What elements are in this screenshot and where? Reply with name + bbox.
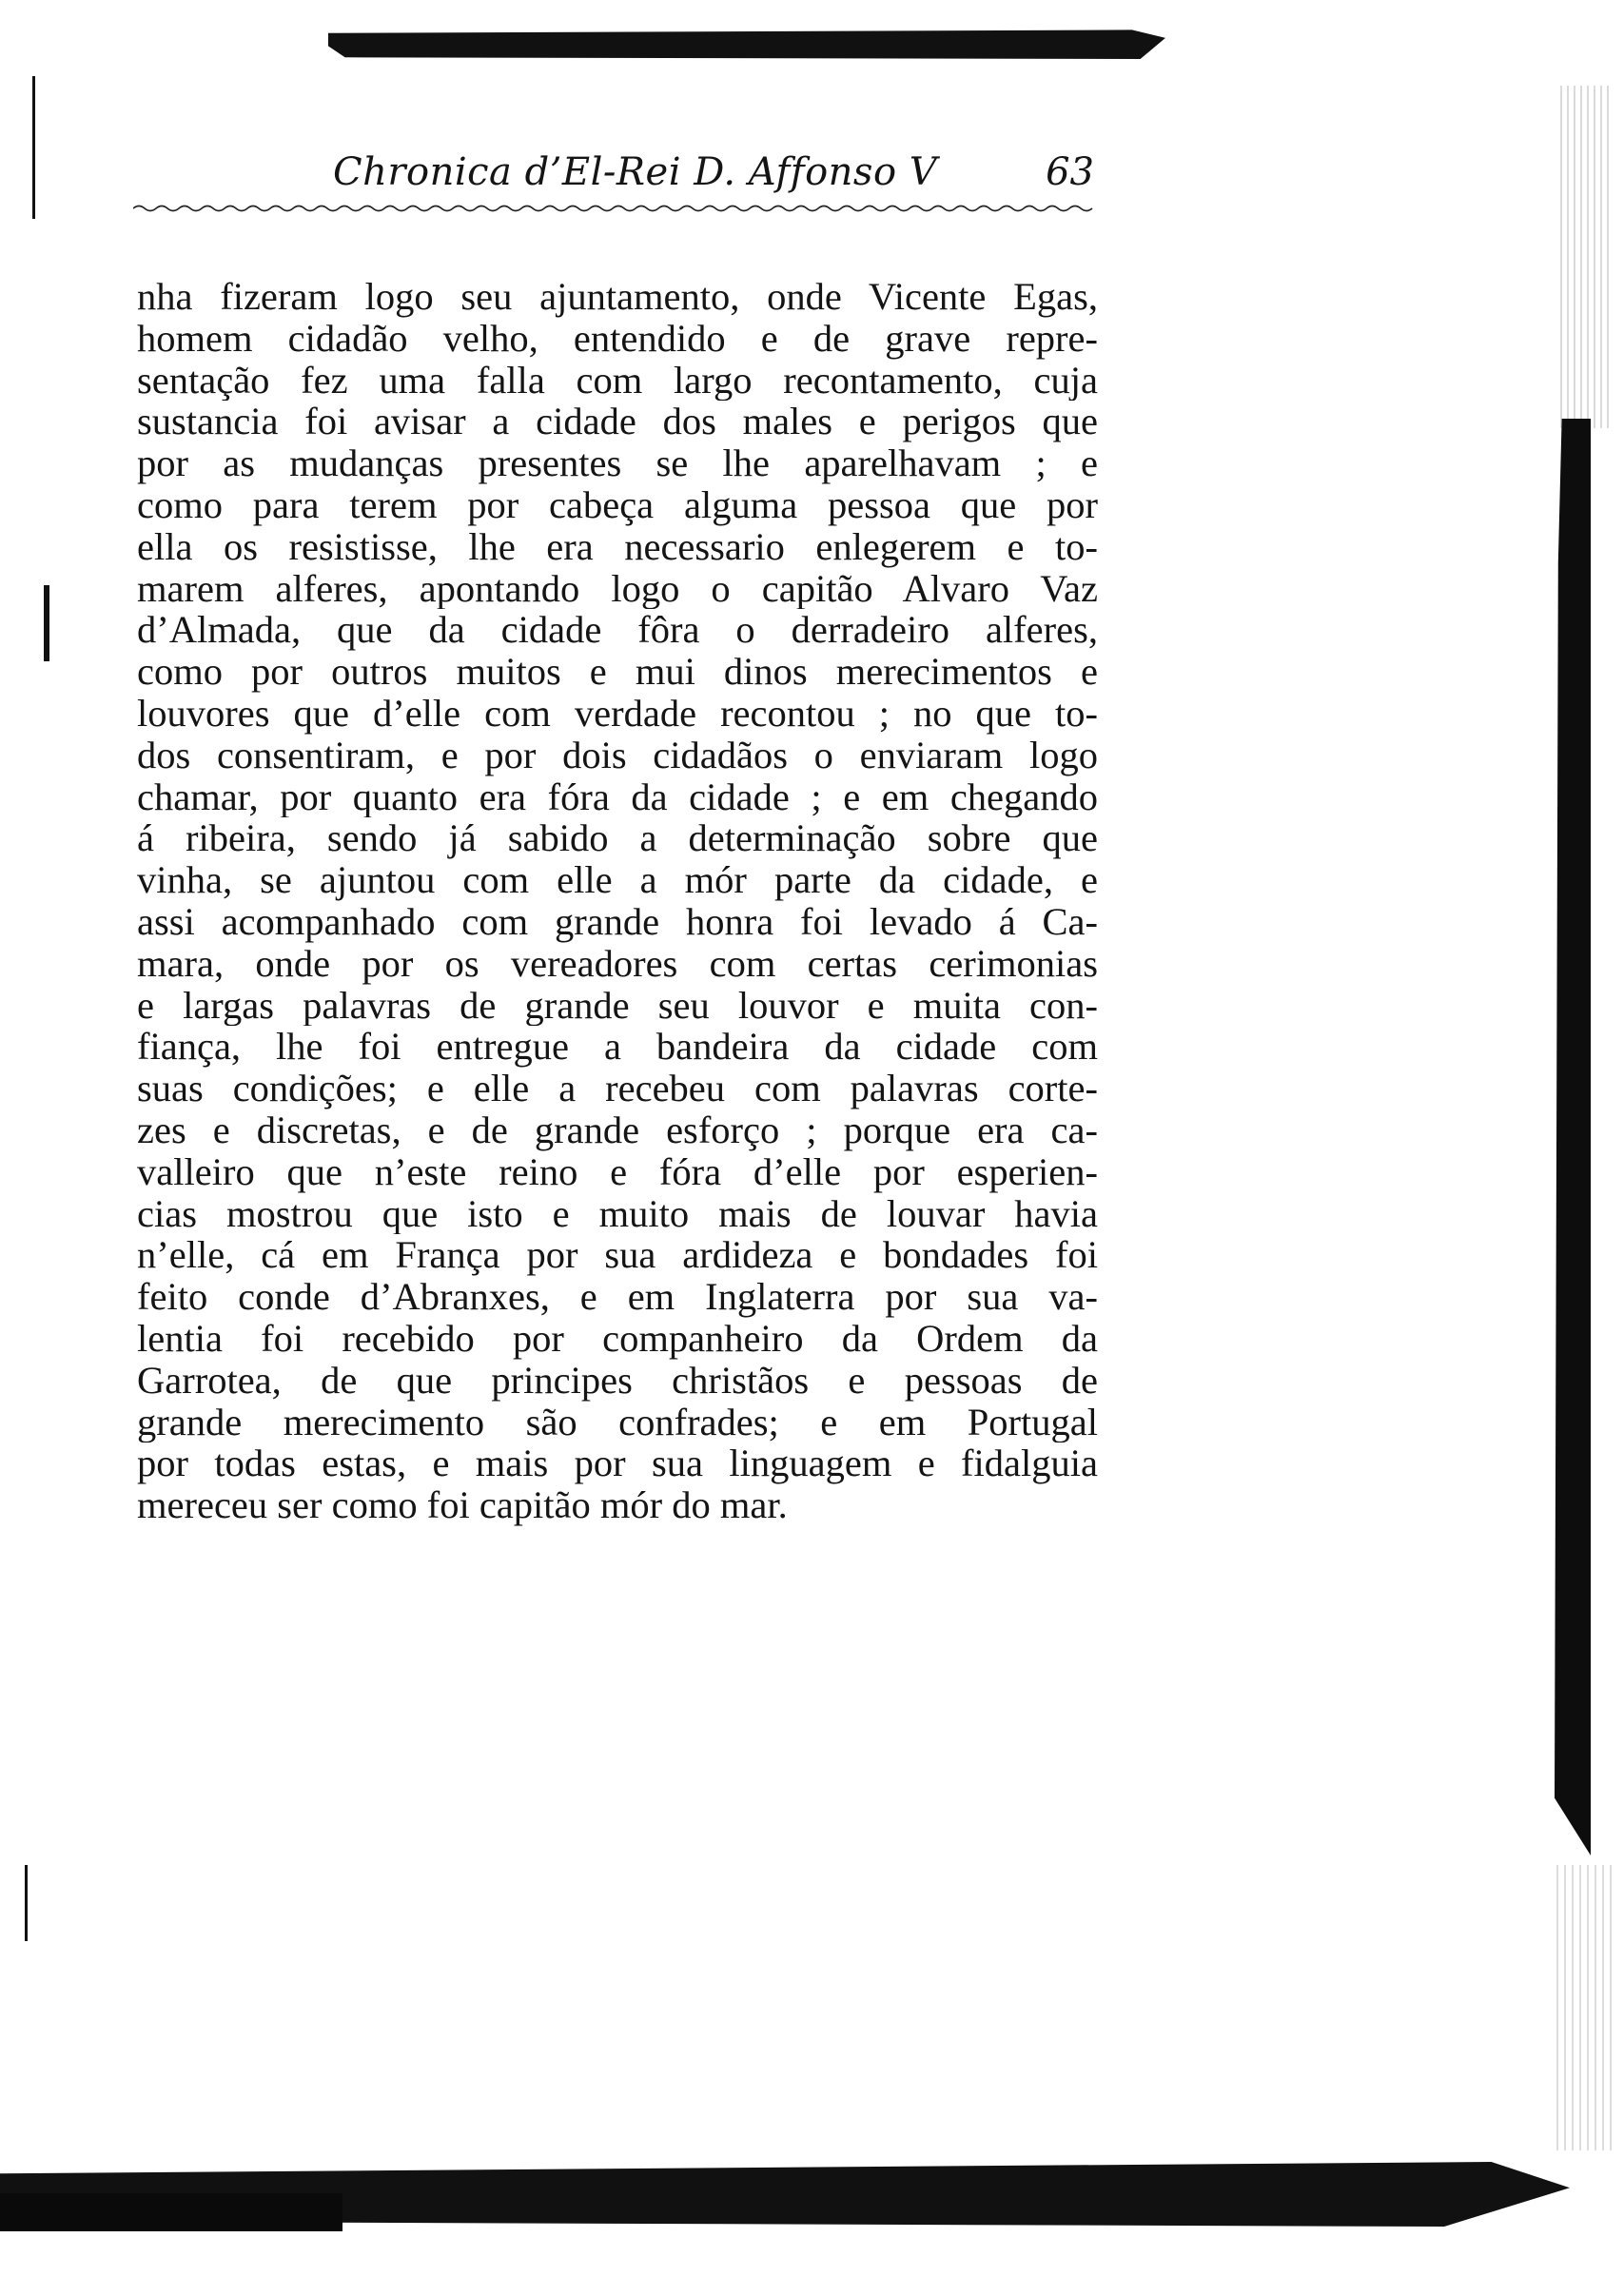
text-line: mara, onde por os vereadores com certas cerimonias [137,942,1098,985]
text-line: assi acompanhado com grande honra foi levado á Ca- [137,900,1098,943]
text-line: como para terem por cabeça alguma pessoa que por [137,483,1098,526]
header-wavy-rule [133,202,1094,215]
text-line: chamar, por quanto era fóra da cidade ; e em chegando [137,775,1098,818]
text-line: mereceu ser como foi capitão mór do mar. [137,1484,788,1526]
margin-mark [44,585,49,661]
scan-edge-right [1555,419,1591,1855]
text-line: valleiro que n’este reino e fóra d’elle por esperien- [137,1150,1098,1193]
text-line: n’elle, cá em França por sua ardideza e bondades foi [137,1234,1098,1277]
page-number: 63 [1046,150,1094,194]
text-line: e largas palavras de grande seu louvor e muita con- [137,984,1098,1027]
text-line: sentação fez uma falla com largo recontamento, cuja [137,359,1098,402]
text-line: por as mudanças presentes se lhe aparelhavam ; e [137,442,1098,484]
text-line: sustancia foi avisar a cidade dos males e perigos que [137,401,1098,443]
text-line: feito conde d’Abranxes, e em Inglaterra por sua va- [137,1276,1098,1318]
margin-mark [32,76,35,219]
running-title: Chronica d’El-Rei D. Affonso V [333,150,938,194]
text-line: dos consentiram, e por dois cidadãos o enviaram logo [137,734,1098,776]
scan-edge-right-texture-lower [1556,1865,1614,2150]
text-line: fiança, lhe foi entregue a bandeira da cidade com [137,1026,1098,1069]
text-line: nha fizeram logo seu ajuntamento, onde Vicente Egas, [137,276,1098,318]
text-line: vinha, se ajuntou com elle a mór parte da cidade, e [137,859,1098,901]
text-line: lentia foi recebido por companheiro da Ordem da [137,1317,1098,1360]
scan-edge-right-texture [1560,86,1614,428]
text-line: marem alferes, apontando logo o capitão Alvaro Vaz [137,567,1098,610]
body-text [137,276,1098,1526]
text-line: Garrotea, de que principes christãos e pessoas de [137,1359,1098,1402]
text-line: suas condições; e elle a recebeu com palavras corte- [137,1068,1098,1109]
text-line: louvores que d’elle com verdade recontou ; no que to- [137,692,1098,735]
text-line: d’Almada, que da cidade fôra o derradeiro alferes, [137,609,1098,652]
text-line: cias mostrou que isto e muito mais de louvar havia [137,1192,1098,1235]
scan-edge-top [328,27,1165,59]
text-line: por todas estas, e mais por sua linguagem e fidalguia [137,1443,1098,1485]
text-line: zes e discretas, e de grande esforço ; porque era ca- [137,1109,1098,1151]
text-line: como por outros muitos e mui dinos merecimentos e [137,651,1098,693]
text-line: ella os resistisse, lhe era necessario enlegerem e to- [137,525,1098,568]
margin-mark [25,1865,28,1941]
text-line: homem cidadão velho, entendido e de grave repre- [137,317,1098,360]
text-line: grande merecimento são confrades; e em Portugal [137,1401,1098,1443]
scan-edge-bottom-left [0,2193,342,2231]
text-line: á ribeira, sendo já sabido a determinação sobre que [137,817,1098,860]
